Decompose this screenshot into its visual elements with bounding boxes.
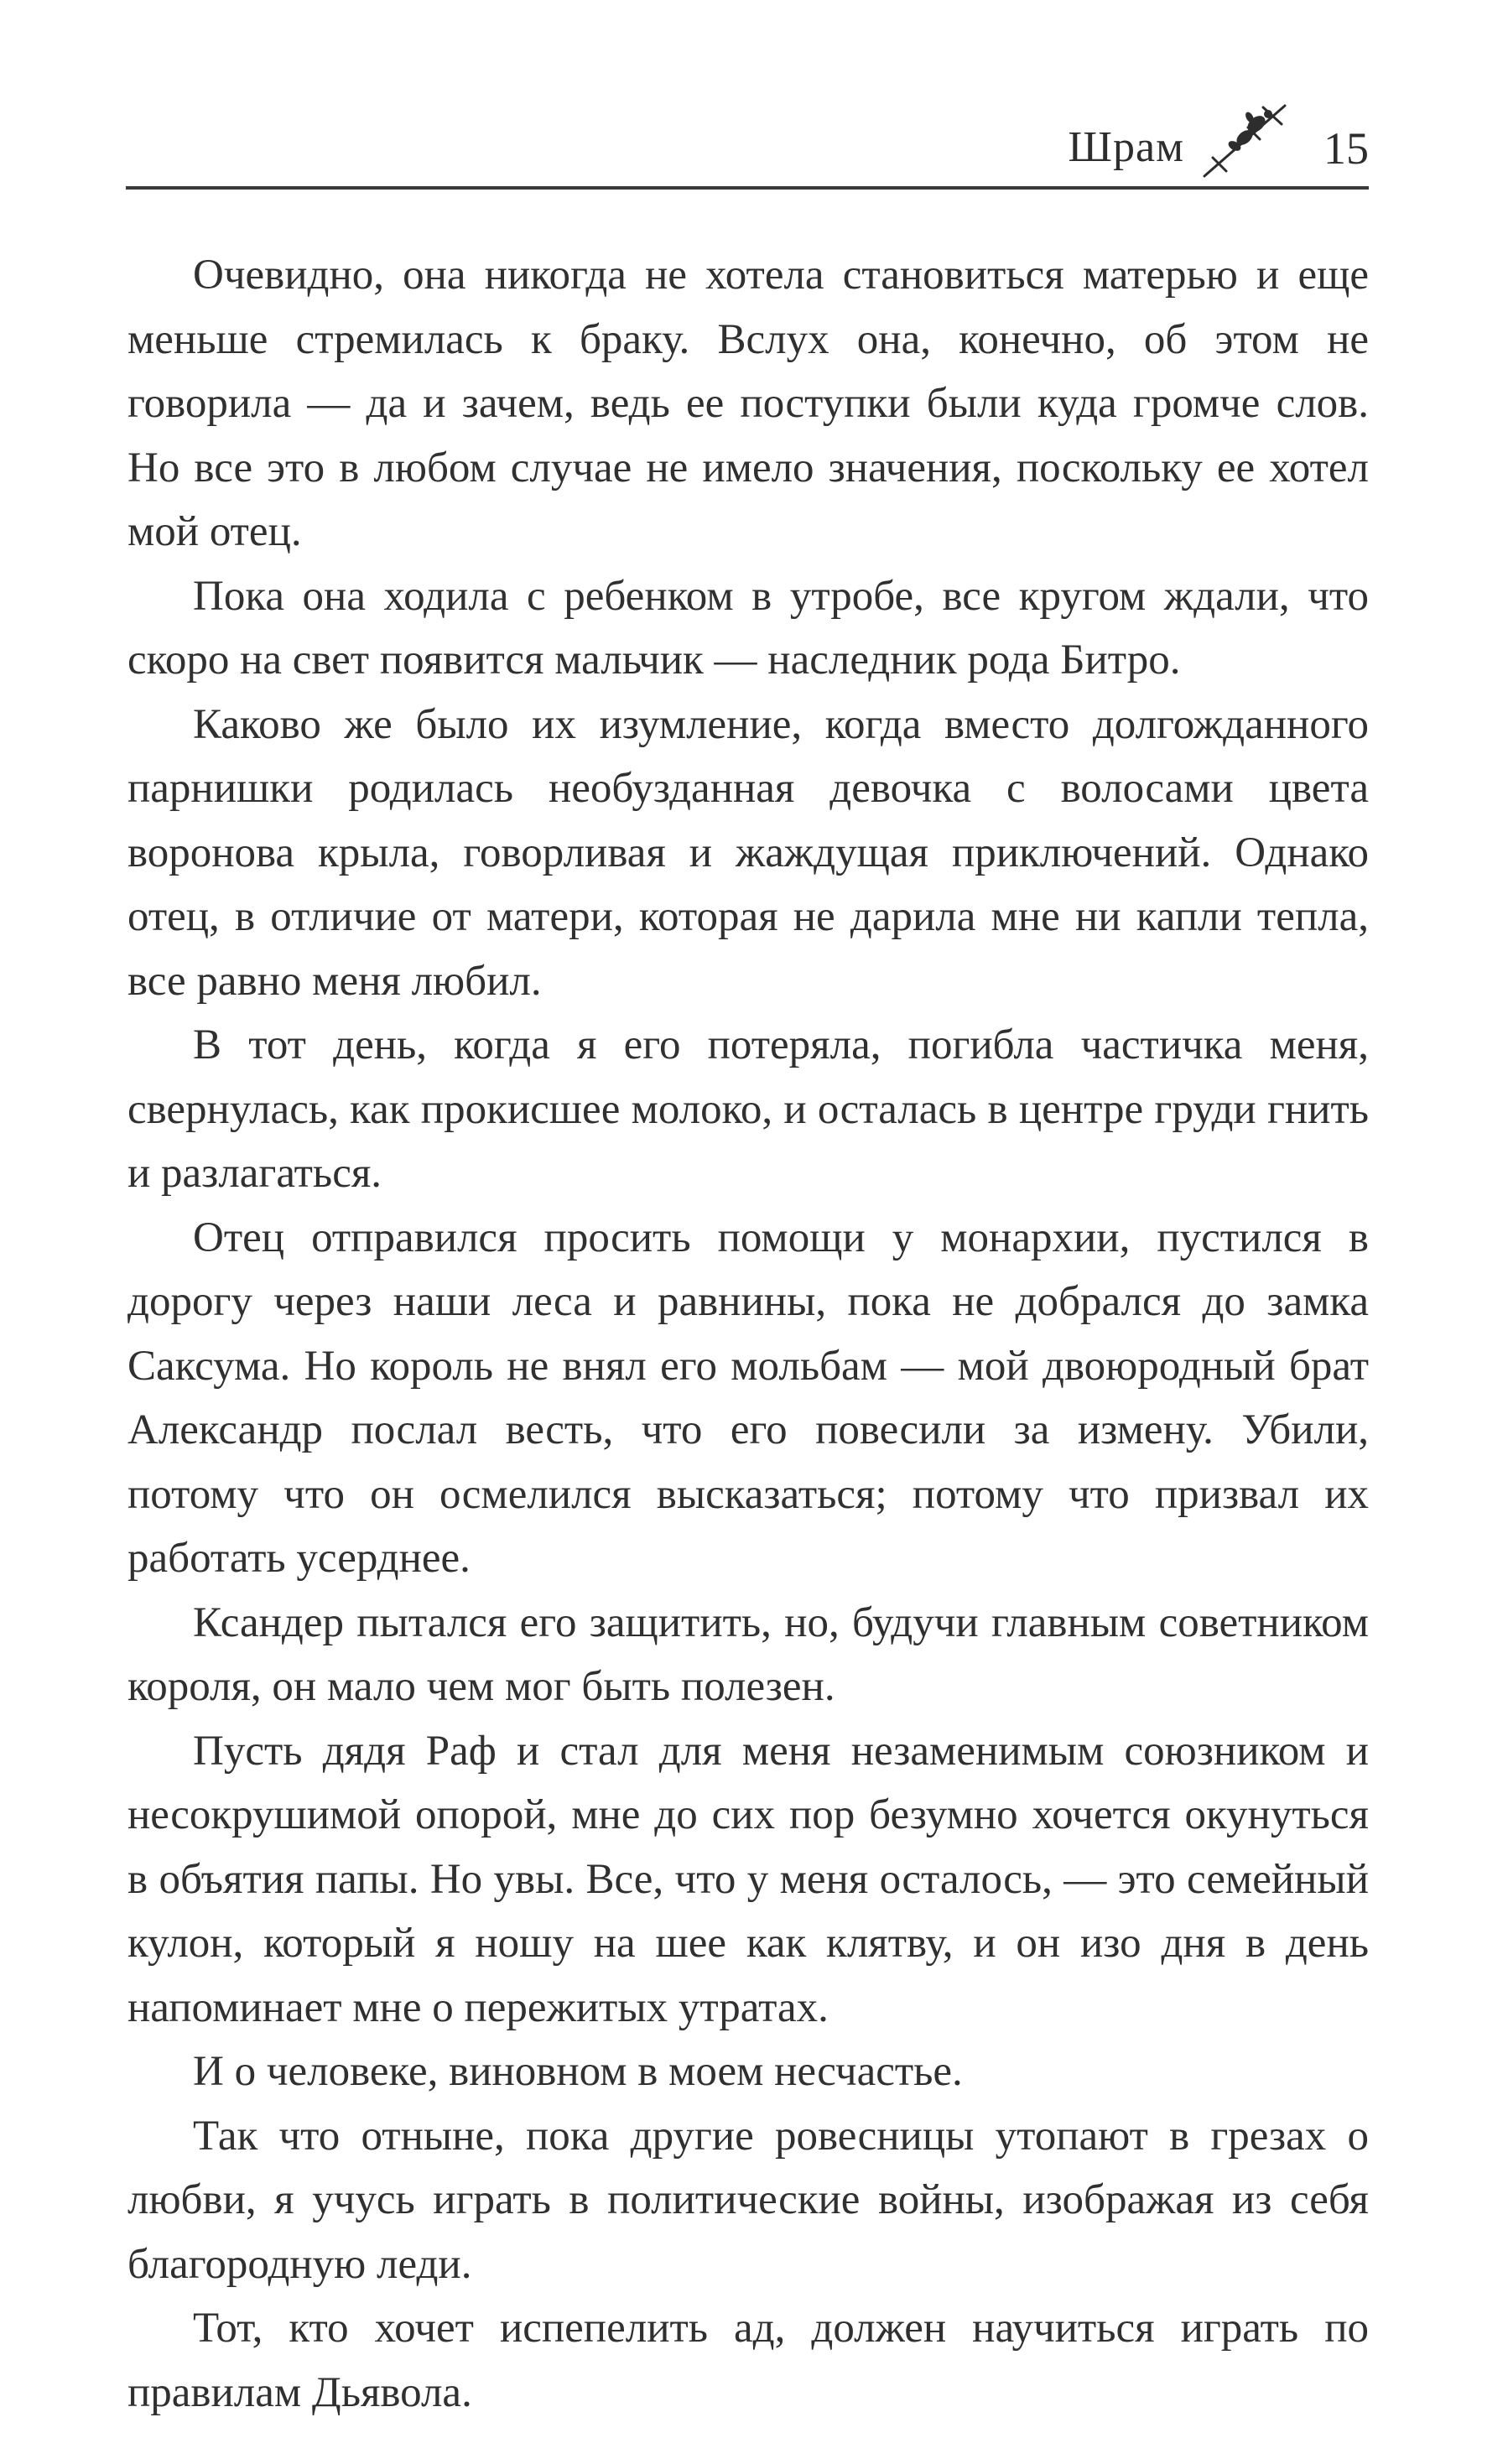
paragraph: Очевидно, она никогда не хотела становиться матерью и еще меньше стремилась к браку. Вслух она, конечно, об этом не говорила — да и зачем, ведь ее поступки были куда громче слов. Но все это в любом случае не имело значения, поскольку ее хотел мой отец. <box>127 252 1369 555</box>
paragraph: Каково же было их изумление, когда вместо долгожданного парнишки родилась необузданная девочка с волосами цвета воронова крыла, говорливая и жаждущая приключений. Однако отец, в отличие от матери, которая не дарила мне ни капли тепла, все равно меня любил. <box>127 700 1369 1005</box>
page-number: 15 <box>1323 123 1369 174</box>
paragraph: Пока она ходила с ребенком в утробе, все кругом ждали, что скоро на свет появится мальчик — наследник рода Битро. <box>127 572 1369 684</box>
paragraph: В тот день, когда я его потеряла, погибла частичка меня, свернулась, как прокисшее молоко, и осталась в центре груди гнить и разлагаться. <box>127 1021 1369 1197</box>
paragraph: Ксандер пытался его защитить, но, будучи главным советником короля, он мало чем мог быть полезен. <box>127 1598 1369 1710</box>
paragraph: И о человеке, виновном в моем несчастье. <box>193 2048 963 2095</box>
paragraph: Тот, кто хочет испепелить ад, должен научиться играть по правилам Дьявола. <box>127 2305 1369 2416</box>
paragraph: Отец отправился просить помощи у монархии, пустился в дорогу через наши леса и равнины, пока не добрался до замка Саксума. Но король не внял его мольбам — мой двоюродный брат Александр послал весть, что его повесили за измену. Убили, потому что он осмелился высказаться; потому что призвал их работать усерднее. <box>127 1214 1369 1582</box>
header-divider <box>126 186 1369 190</box>
crossed-sword-rose-icon <box>1198 99 1292 183</box>
paragraph: Пусть дядя Раф и стал для меня незаменимым союзником и несокрушимой опорой, мне до сих пор безумно хочется окунуться в объятия папы. Но увы. Все, что у меня осталось, — это семейный кулон, который я ношу на шее как клятву, и он изо дня в день напоминает мне о пережитых утратах. <box>127 1727 1369 2031</box>
running-header <box>126 107 1369 191</box>
paragraph: Так что отныне, пока другие ровесницы утопают в грезах о любви, я учусь играть в политические войны, изображая из себя благородную леди. <box>127 2112 1369 2288</box>
running-header-title: Шрам <box>1068 123 1184 171</box>
body-text <box>127 243 1369 2425</box>
